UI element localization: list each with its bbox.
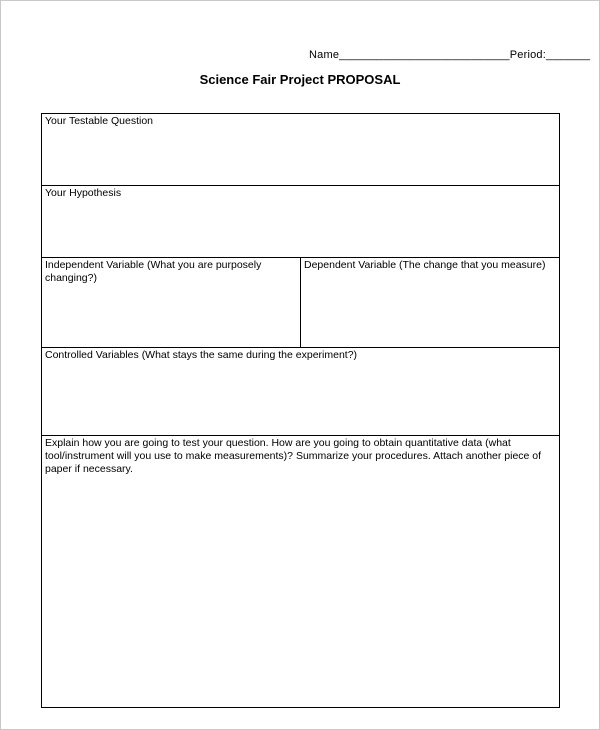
table-row [42, 258, 560, 348]
dependent-variable-cell[interactable] [301, 258, 560, 348]
explain-procedures-cell[interactable] [42, 436, 560, 708]
hypothesis-label: Your Hypothesis [45, 187, 122, 199]
dependent-variable-label: Dependent Variable (The change that you measure) [304, 259, 546, 271]
hypothesis-cell[interactable] [42, 186, 560, 258]
controlled-variables-label: Controlled Variables (What stays the same during the experiment?) [45, 349, 358, 361]
name-blank-line[interactable]: ___________________________ [339, 49, 510, 61]
testable-question-cell[interactable] [42, 114, 560, 186]
page-title: Science Fair Project PROPOSAL [199, 72, 401, 87]
independent-variable-cell[interactable] [42, 258, 301, 348]
table-row [42, 348, 560, 436]
controlled-variables-cell[interactable] [42, 348, 560, 436]
name-label: Name [309, 49, 340, 61]
testable-question-label: Your Testable Question [45, 115, 153, 127]
period-label: Period: [509, 49, 546, 61]
explain-procedures-label: Explain how you are going to test your question. How are you going to obtain quantitative data (what tool/instrument will you use to make measurements)? Summarize your procedures. Attach another piece of paper if necessary. [45, 437, 542, 476]
table-row [42, 186, 560, 258]
period-blank-line[interactable]: _______ [546, 49, 591, 61]
independent-variable-label: Independent Variable (What you are purposely changing?) [45, 259, 262, 285]
table-row [42, 114, 560, 186]
table-row [42, 436, 560, 708]
name-period-line [309, 49, 590, 61]
proposal-form-table [41, 113, 560, 708]
